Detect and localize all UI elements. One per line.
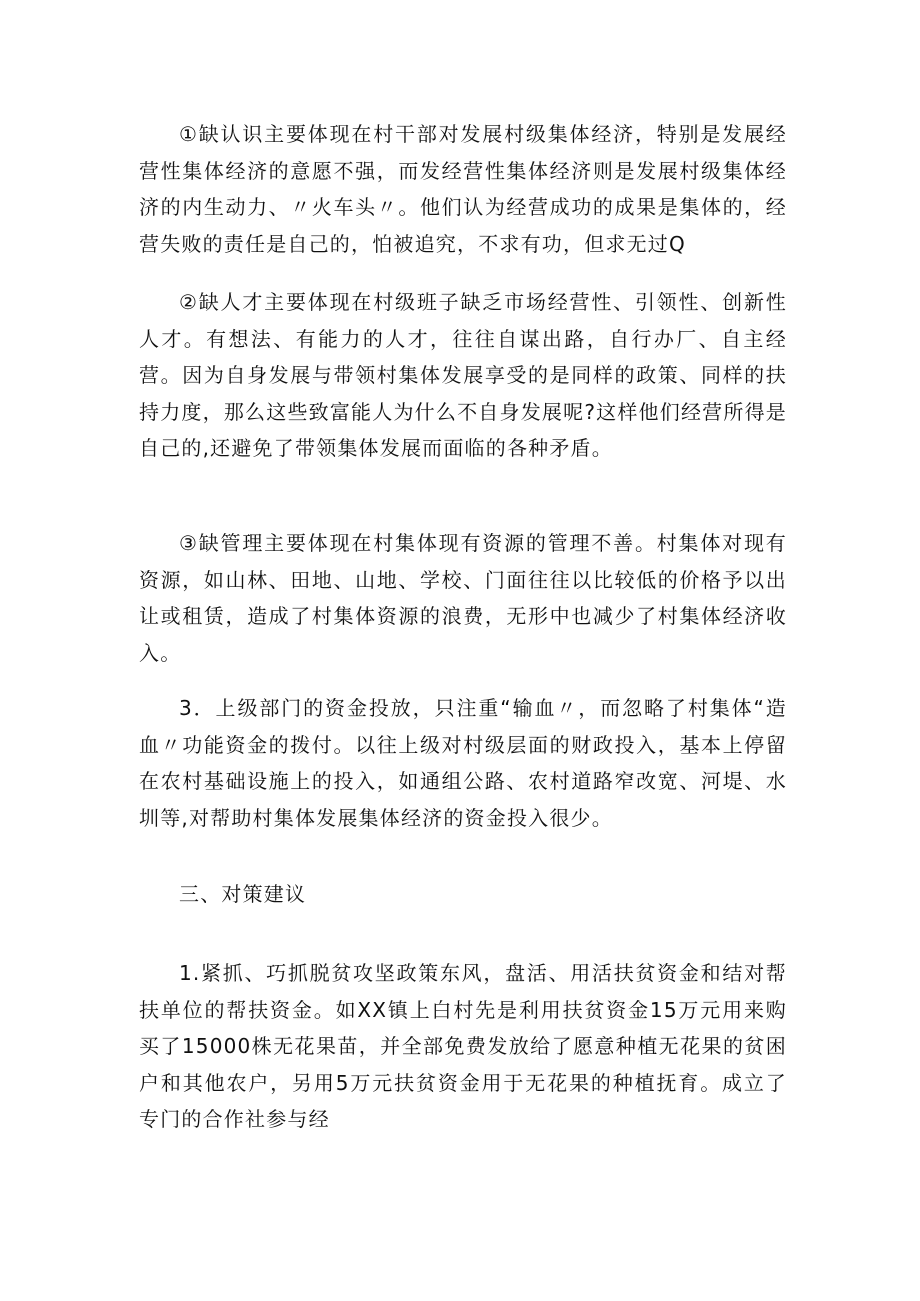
paragraph-lack-talent: ②缺人才主要体现在村级班子缺乏市场经营性、引领性、创新性人才。有想法、有能力的人才，往往自谋出路，自行办厂、自主经营。因为自身发展与带领村集体发展享受的是同样的政策、同样的扶持力度，那么这些致富能人为什么不自身发展呢?这样他们经营所得是自己的,还避免了带领集体发展而面临的各种矛盾。 — [139, 290, 787, 460]
paragraph-funding-allocation: 3．上级部门的资金投放，只注重“输血〃，而忽略了村集体“造血〃功能资金的拨付。以往上级对村级层面的财政投入，基本上停留在农村基础设施上的投入，如通组公路、农村道路窄改宽、河堤、水圳等,对帮助村集体发展集体经济的资金投入很少。 — [139, 696, 787, 830]
paragraph-lack-management: ③缺管理主要体现在村集体现有资源的管理不善。村集体对现有资源，如山林、田地、山地、学校、门面往往以比较低的价格予以出让或租赁，造成了村集体资源的浪费，无形中也减少了村集体经济收入。 — [139, 531, 787, 665]
paragraph-policy-suggestion: 1.紧抓、巧抓脱贫攻坚政策东风，盘活、用活扶贫资金和结对帮扶单位的帮扶资金。如XX镇上白村先是利用扶贫资金15万元用来购买了15000株无花果苗，并全部免费发放给了愿意种植无花果的贫困户和其他农户，另用5万元扶贫资金用于无花果的种植抚育。成立了专门的合作社参与经 — [139, 961, 787, 1131]
section-heading: 三、对策建议 — [179, 882, 307, 906]
paragraph-lack-awareness: ①缺认识主要体现在村干部对发展村级集体经济，特别是发展经营性集体经济的意愿不强，而发经营性集体经济则是发展村级集体经济的内生动力、〃火车头〃。他们认为经营成功的成果是集体的，经营失败的责任是自己的，怕被追究，不求有功，但求无过Q — [139, 122, 787, 256]
